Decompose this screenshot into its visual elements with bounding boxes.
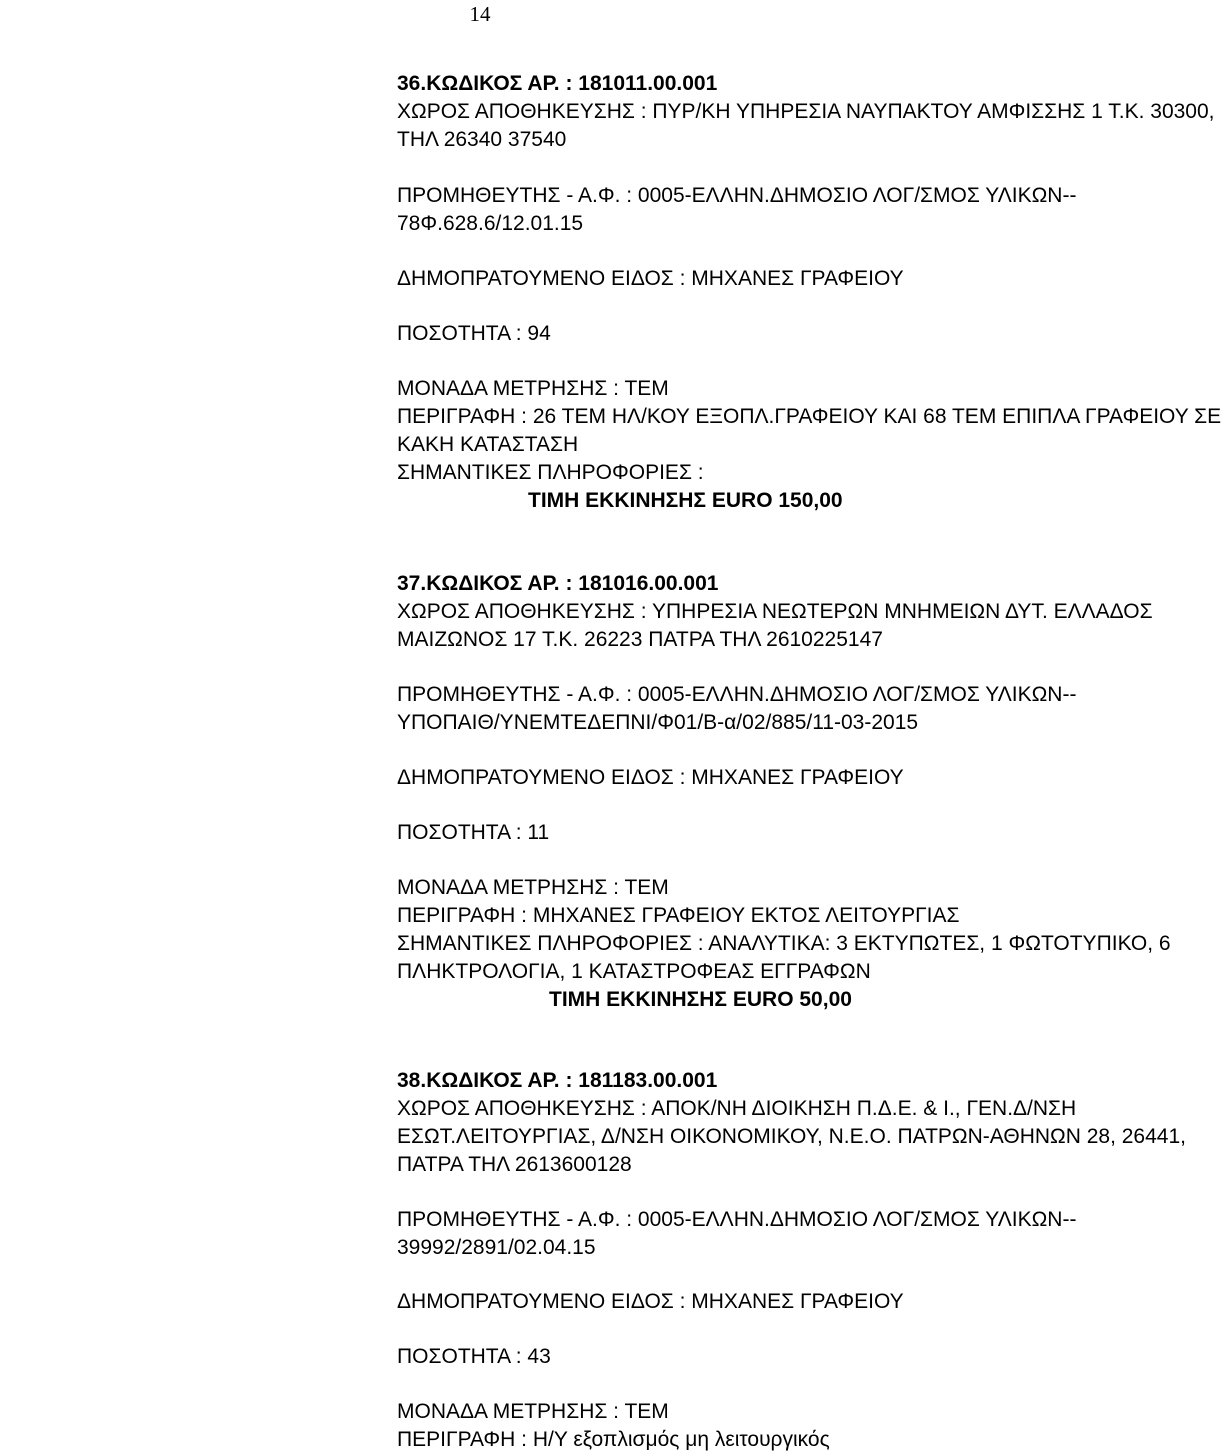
quantity: ΠΟΣΟΤΗΤΑ : 94 [397,322,551,345]
storage-location: ΧΩΡΟΣ ΑΠΟΘΗΚΕΥΣΗΣ : ΑΠΟΚ/ΝΗ ΔΙΟΙΚΗΣΗ Π.Δ.Ε. & Ι., ΓΕΝ.Δ/ΝΣΗ [397,1097,1077,1120]
storage-location-cont-2: ΠΑΤΡΑ ΤΗΛ 2613600128 [397,1153,632,1176]
unit-of-measure: ΜΟΝΑΔΑ ΜΕΤΡΗΣΗΣ : ΤΕΜ [397,377,669,400]
entry-heading: 36.ΚΩΔΙΚΟΣ ΑΡ. : 181011.00.001 [397,72,718,95]
auctioned-item: ΔΗΜΟΠΡΑΤΟΥΜΕΝΟ ΕΙΔΟΣ : ΜΗΧΑΝΕΣ ΓΡΑΦΕΙΟΥ [397,1290,904,1313]
quantity: ΠΟΣΟΤΗΤΑ : 11 [397,821,550,844]
unit-of-measure: ΜΟΝΑΔΑ ΜΕΤΡΗΣΗΣ : ΤΕΜ [397,876,669,899]
supplier: ΠΡΟΜΗΘΕΥΤΗΣ - Α.Φ. : 0005-ΕΛΛΗΝ.ΔΗΜΟΣΙΟ ΛΟΓ/ΣΜΟΣ ΥΛΙΚΩΝ-- [397,1208,1077,1231]
important-info-cont: ΠΛΗΚΤΡΟΛΟΓΙΑ, 1 ΚΑΤΑΣΤΡΟΦΕΑΣ ΕΓΓΡΑΦΩΝ [397,960,871,983]
supplier: ΠΡΟΜΗΘΕΥΤΗΣ - Α.Φ. : 0005-ΕΛΛΗΝ.ΔΗΜΟΣΙΟ ΛΟΓ/ΣΜΟΣ ΥΛΙΚΩΝ-- [397,683,1077,706]
page-number: 14 [469,2,491,26]
storage-location: ΧΩΡΟΣ ΑΠΟΘΗΚΕΥΣΗΣ : ΥΠΗΡΕΣΙΑ ΝΕΩΤΕΡΩΝ ΜΝΗΜΕΙΩΝ ΔΥΤ. ΕΛΛΑΔΟΣ [397,600,1153,623]
auctioned-item: ΔΗΜΟΠΡΑΤΟΥΜΕΝΟ ΕΙΔΟΣ : ΜΗΧΑΝΕΣ ΓΡΑΦΕΙΟΥ [397,766,904,789]
entry-heading: 38.ΚΩΔΙΚΟΣ ΑΡ. : 181183.00.001 [397,1069,718,1092]
starting-price: ΤΙΜΗ ΕΚΚΙΝΗΣΗΣ EURO 50,00 [549,988,852,1011]
description: ΠΕΡΙΓΡΑΦΗ : Η/Υ εξοπλισμός μη λειτουργικός [397,1428,830,1451]
entry-heading: 37.ΚΩΔΙΚΟΣ ΑΡ. : 181016.00.001 [397,572,719,595]
description: ΠΕΡΙΓΡΑΦΗ : 26 ΤΕΜ ΗΛ/ΚΟΥ ΕΞΟΠΛ.ΓΡΑΦΕΙΟΥ ΚΑΙ 68 ΤΕΜ ΕΠΙΠΛΑ ΓΡΑΦΕΙΟΥ ΣΕ [397,405,1221,428]
auctioned-item: ΔΗΜΟΠΡΑΤΟΥΜΕΝΟ ΕΙΔΟΣ : ΜΗΧΑΝΕΣ ΓΡΑΦΕΙΟΥ [397,267,904,290]
important-info: ΣΗΜΑΝΤΙΚΕΣ ΠΛΗΡΟΦΟΡΙΕΣ : ΑΝΑΛΥΤΙΚΑ: 3 ΕΚΤΥΠΩΤΕΣ, 1 ΦΩΤΟΤΥΠΙΚΟ, 6 [397,932,1171,955]
starting-price: ΤΙΜΗ ΕΚΚΙΝΗΣΗΣ EURO 150,00 [528,489,843,512]
supplier-ref: 39992/2891/02.04.15 [397,1236,596,1259]
storage-location-cont: ΜΑΙΖΩΝΟΣ 17 Τ.Κ. 26223 ΠΑΤΡΑ ΤΗΛ 2610225147 [397,628,883,651]
important-info: ΣΗΜΑΝΤΙΚΕΣ ΠΛΗΡΟΦΟΡΙΕΣ : [397,461,704,484]
supplier: ΠΡΟΜΗΘΕΥΤΗΣ - Α.Φ. : 0005-ΕΛΛΗΝ.ΔΗΜΟΣΙΟ ΛΟΓ/ΣΜΟΣ ΥΛΙΚΩΝ-- [397,184,1077,207]
description: ΠΕΡΙΓΡΑΦΗ : ΜΗΧΑΝΕΣ ΓΡΑΦΕΙΟΥ ΕΚΤΟΣ ΛΕΙΤΟΥΡΓΙΑΣ [397,904,960,927]
storage-location-cont: ΕΣΩΤ.ΛΕΙΤΟΥΡΓΙΑΣ, Δ/ΝΣΗ ΟΙΚΟΝΟΜΙΚΟΥ, Ν.Ε.Ο. ΠΑΤΡΩΝ-ΑΘΗΝΩΝ 28, 26441, [397,1125,1186,1148]
storage-location: ΧΩΡΟΣ ΑΠΟΘΗΚΕΥΣΗΣ : ΠΥΡ/ΚΗ ΥΠΗΡΕΣΙΑ ΝΑΥΠΑΚΤΟΥ ΑΜΦΙΣΣΗΣ 1 Τ.Κ. 30300, [397,100,1215,123]
unit-of-measure: ΜΟΝΑΔΑ ΜΕΤΡΗΣΗΣ : ΤΕΜ [397,1400,669,1423]
quantity: ΠΟΣΟΤΗΤΑ : 43 [397,1345,551,1368]
supplier-ref: 78Φ.628.6/12.01.15 [397,212,584,235]
description-cont: ΚΑΚΗ ΚΑΤΑΣΤΑΣΗ [397,433,579,456]
storage-location-cont: ΤΗΛ 26340 37540 [397,128,567,151]
supplier-ref: ΥΠΟΠΑΙΘ/ΥΝΕΜΤΕΔΕΠΝΙ/Φ01/Β-α/02/885/11-03-2015 [397,711,919,734]
